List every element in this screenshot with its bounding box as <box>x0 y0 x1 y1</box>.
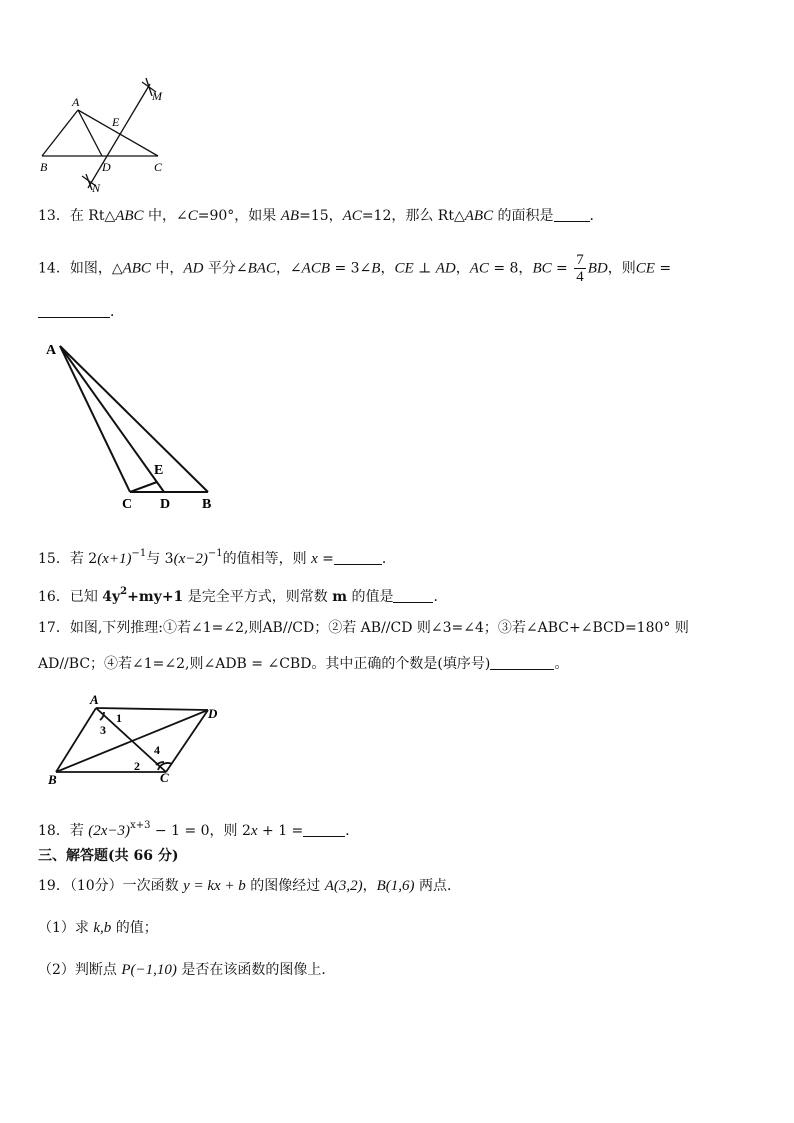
q19-text: 两点． <box>414 878 461 894</box>
q16-number: 16． <box>38 589 70 605</box>
question-16 <box>38 582 447 607</box>
q18-exponent: x+3 <box>130 820 151 831</box>
q15-exponent: −1 <box>131 548 147 559</box>
q13-math: AB <box>280 208 300 224</box>
q13-math: ABC <box>115 208 144 224</box>
q14-math: CE <box>635 260 655 277</box>
q16-math: 4y <box>102 589 121 605</box>
q19-math: B(1,6) <box>376 878 415 894</box>
q13-math: C <box>187 208 198 224</box>
question-15 <box>38 544 396 569</box>
q15-text: ． <box>381 551 396 567</box>
section-heading: 三、解答题(共 66 分) <box>38 848 179 864</box>
fig13-label-e: E <box>112 115 120 129</box>
fig17-label-angle-4: 4 <box>154 743 160 757</box>
q19-number: 19． <box>38 878 70 894</box>
fig13-label-c: C <box>154 160 163 174</box>
fig14-label-b: B <box>202 497 212 512</box>
q14-fraction-denominator: 4 <box>576 269 584 285</box>
q19-text: 是否在该函数的图像上． <box>176 962 336 978</box>
q14-text: ，则 <box>607 260 636 277</box>
q13-text: 在 Rt△ <box>69 208 116 224</box>
question-17 <box>38 618 689 638</box>
q13-text: ． <box>589 208 604 224</box>
q14-text: = <box>654 260 672 277</box>
q13-text: =12，那么 Rt△ <box>361 208 465 224</box>
q14-text: 平分∠ <box>203 260 248 277</box>
q15-math: (x−2) <box>173 551 208 567</box>
q14-math: BC <box>532 260 552 277</box>
q14-math: CE <box>394 260 414 277</box>
question-19-part-2 <box>38 960 335 980</box>
q16-text: 是完全平方式，则常数 <box>183 589 333 605</box>
q13-text: =15， <box>299 208 343 224</box>
q18-answer-blank[interactable] <box>303 822 345 837</box>
q14-text: 中， <box>150 260 184 277</box>
question-14 <box>38 252 671 285</box>
q16-math: m <box>332 589 348 605</box>
q14-math: AC <box>469 260 489 277</box>
q16-text: 的值是 <box>347 589 394 605</box>
q19-text: （10分）一次函数 <box>69 878 184 894</box>
q14-fraction-numerator: 7 <box>576 252 584 268</box>
figure-triangle-q14 <box>40 336 230 516</box>
fig14-label-d: D <box>160 497 171 512</box>
q19-part-number: （1） <box>38 920 75 936</box>
q19-math: P(−1,10) <box>121 962 177 978</box>
question-19 <box>38 876 461 896</box>
q18-math: x <box>250 823 258 839</box>
q14-text: ， <box>380 260 395 277</box>
q19-math: A(3,2) <box>324 878 363 894</box>
fig17-label-d: D <box>208 706 218 721</box>
fig17-label-a: A <box>90 692 99 707</box>
q17-text: 。 <box>554 656 569 672</box>
q17-answer-blank[interactable] <box>490 655 554 670</box>
q13-number: 13． <box>38 208 70 224</box>
q13-math: AC <box>342 208 362 224</box>
fig17-label-c: C <box>160 770 169 785</box>
q14-math: BAC <box>247 260 276 277</box>
q13-text: 的面积是 <box>493 208 554 224</box>
question-18 <box>38 816 359 841</box>
q19-math: k,b <box>93 920 112 936</box>
q15-math: x <box>311 551 318 567</box>
q14-text: ⊥ <box>413 260 436 277</box>
q18-number: 18． <box>38 823 70 839</box>
fig13-label-a: A <box>72 95 80 109</box>
fig17-label-angle-2: 2 <box>134 759 140 773</box>
fig13-label-m: M <box>152 89 162 103</box>
q15-math: (x+1) <box>97 551 132 567</box>
q19-text: 的图像经过 <box>245 878 325 894</box>
q14-text: = 8， <box>488 260 533 277</box>
q18-text: + 1 = <box>257 823 304 839</box>
q19-text: ， <box>362 878 377 894</box>
q17-number: 17． <box>38 620 70 636</box>
fig14-label-c: C <box>122 497 133 512</box>
figure-triangle-bisector <box>36 76 186 198</box>
fig13-label-n: N <box>92 181 101 195</box>
q19-part-number: （2） <box>38 962 75 978</box>
q16-math: +my+1 <box>127 589 184 605</box>
fig17-label-angle-1: 1 <box>116 711 122 725</box>
q19-text: 求 <box>74 920 94 936</box>
q16-exponent: 2 <box>120 586 128 597</box>
q18-text: − 1 = 0，则 2 <box>150 823 251 839</box>
q15-text: = <box>317 551 334 567</box>
q14-math: ABC <box>122 260 151 277</box>
q13-text: 中，∠ <box>143 208 188 224</box>
fig13-label-d: D <box>102 160 111 174</box>
q15-exponent: −1 <box>207 548 223 559</box>
q13-answer-blank[interactable] <box>554 207 590 222</box>
q15-number: 15． <box>38 551 70 567</box>
q15-text: 若 2 <box>69 551 98 567</box>
question-17-line-2 <box>38 654 568 674</box>
q14-answer-blank[interactable] <box>38 303 110 318</box>
q17-text: 如图,下列推理:①若∠1=∠2,则AB//CD；②若 AB//CD 则∠3=∠4；③若∠ABC+∠BCD=180° 则 <box>69 620 689 636</box>
fig17-label-b: B <box>48 772 57 787</box>
fig13-label-b: B <box>40 160 48 174</box>
fig17-label-angle-3: 3 <box>100 723 106 737</box>
fig14-label-a: A <box>46 343 57 358</box>
q13-text: =90°，如果 <box>197 208 281 224</box>
q14-text: 如图，△ <box>69 260 123 277</box>
q13-math: ABC <box>464 208 494 224</box>
q14-math: B <box>371 260 381 277</box>
q14-text: = <box>551 260 573 277</box>
figure-parallelogram-q17 <box>40 692 240 792</box>
q14-fraction <box>574 252 586 285</box>
q19-text: 的值； <box>111 920 158 936</box>
q14-text: = 3∠ <box>330 260 372 277</box>
q15-text: 的值相等，则 <box>222 551 312 567</box>
q19-text: 判断点 <box>74 962 122 978</box>
q14-math: AD <box>183 260 204 277</box>
q15-text: 与 3 <box>146 551 174 567</box>
q14-math: BD <box>587 260 608 277</box>
q16-answer-blank[interactable] <box>393 588 433 603</box>
q18-text: 若 <box>69 823 89 839</box>
q18-math: (2x−3) <box>88 823 131 839</box>
question-13 <box>38 206 604 226</box>
q15-answer-blank[interactable] <box>334 550 382 565</box>
q14-text: ，∠ <box>275 260 302 277</box>
q17-text: AD//BC；④若∠1=∠2,则∠ADB = ∠CBD。其中正确的个数是(填序号) <box>38 656 491 672</box>
fig14-label-e: E <box>154 463 164 478</box>
q19-math: y = kx + b <box>183 878 246 894</box>
question-19-part-1 <box>38 918 158 938</box>
q16-text: 已知 <box>69 589 103 605</box>
q14-text: ． <box>110 304 124 320</box>
q14-text: ， <box>455 260 470 277</box>
q14-math: ACB <box>301 260 331 277</box>
q14-answer-line <box>38 302 124 322</box>
q16-text: ． <box>433 589 448 605</box>
q14-math: AD <box>435 260 456 277</box>
q14-number: 14． <box>38 260 70 277</box>
q18-text: ． <box>345 823 360 839</box>
